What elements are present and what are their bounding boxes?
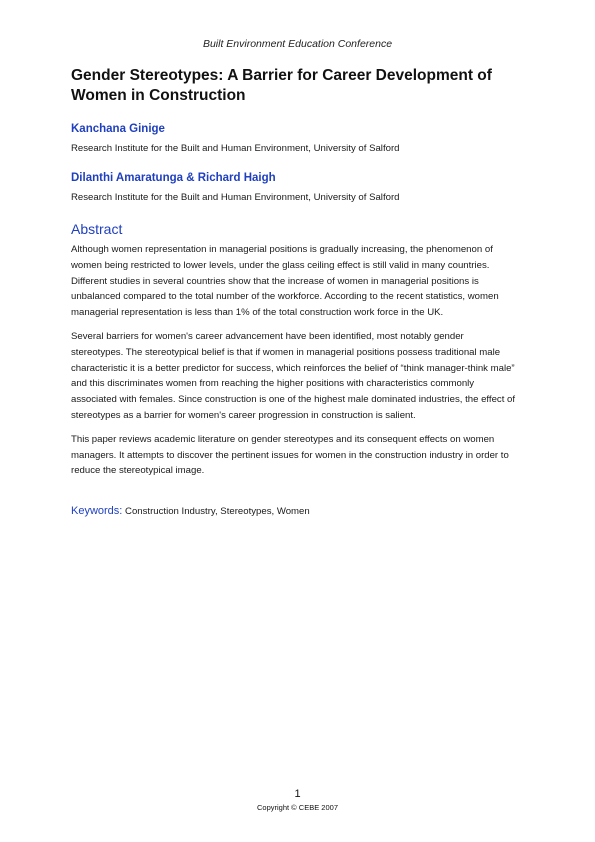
paper-title: Gender Stereotypes: A Barrier for Career Development of Women in Construction (71, 67, 492, 104)
running-header: Built Environment Education Conference (202, 38, 393, 50)
keywords-text: Construction Industry, Stereotypes, Women (125, 506, 310, 518)
author-names-2: Dilanthi Amaratunga & Richard Haigh (71, 172, 276, 184)
keywords-label: Keywords: (71, 505, 123, 518)
author-names-1: Kanchana Ginige (71, 123, 165, 135)
author-affiliation-2: Research Institute for the Built and Human Environment, University of Salford (71, 192, 400, 203)
abstract-paragraph-1: Although women representation in managerial positions is gradually increasing, the phenomenon of women being restricted to lower levels, under the glass ceiling effect is still valid in many countries. Different studies in several countries show that the increase of women in managerial positions is unbalanced compared to the total number of the workforce. According to the recent statistics, women managerial representation is less than 1% of the total construction work force in the UK. (71, 244, 499, 319)
abstract-paragraph-2: Several barriers for women's career advancement have been identified, most notably gender stereotypes. The stereotypical belief is that if women in managerial positions possess traditional male characteristic it is a better predictor for success, which reinforces the belief of “think manager-think male” and this discriminates women from reaching the higher positions with characteristics commonly associated with females. Since construction is one of the highest male dominated industries, the effect of stereotypes as a barrier for women's career progression in construction is salient. (71, 330, 516, 421)
author-affiliation-1: Research Institute for the Built and Human Environment, University of Salford (71, 143, 400, 154)
abstract-paragraph-3: This paper reviews academic literature on gender stereotypes and its consequent effects on women managers. It attempts to discover the pertinent issues for women in the construction industry in order to reduce the stereotypical image. (71, 433, 509, 477)
paper-body (71, 66, 516, 518)
abstract-heading: Abstract (71, 221, 123, 237)
copyright-notice: Copyright © CEBE 2007 (257, 803, 338, 812)
keywords-line (71, 505, 516, 518)
page-number: 1 (294, 788, 301, 800)
